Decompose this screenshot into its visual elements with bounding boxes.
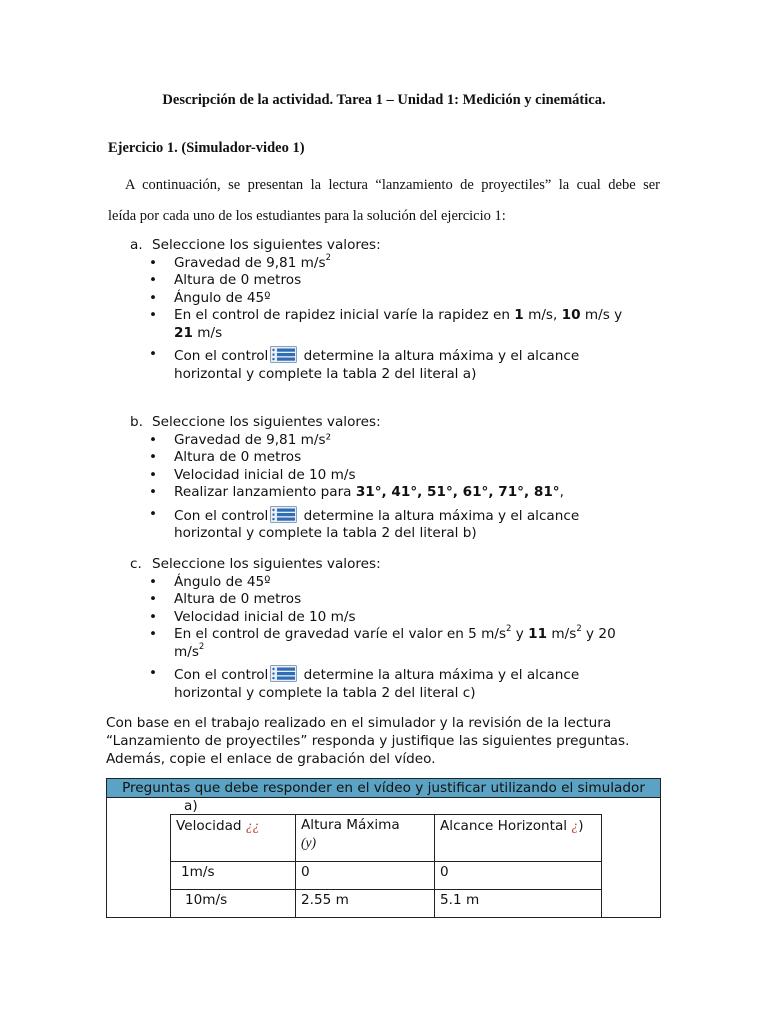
list-item <box>130 290 650 308</box>
bullet-icon: • <box>149 272 158 288</box>
superscript: 2 <box>576 624 582 635</box>
list-item <box>130 272 650 290</box>
list-item-text: Ángulo de 45º <box>174 289 271 306</box>
list-item-text: horizontal y complete la tabla 2 del literal a) <box>174 365 477 382</box>
table-label: a) <box>184 798 198 814</box>
bullet-icon: • <box>149 431 158 448</box>
list-item-text: m/s <box>547 626 577 642</box>
list-item-text: Con el control <box>174 667 269 683</box>
table-cell: 0 <box>435 862 602 890</box>
list-item <box>130 346 650 383</box>
list-item-text: determine la altura máxima y el alcance <box>299 507 580 524</box>
bullet-icon: • <box>149 573 158 590</box>
list-item-text: y <box>511 626 529 642</box>
list-item-text: Gravedad de 9,81 m/s <box>174 254 326 271</box>
bullet-icon: • <box>149 591 158 607</box>
table-cell: 0 <box>296 862 435 890</box>
superscript: 2 <box>506 624 512 635</box>
header-cell-velocity <box>171 815 296 862</box>
list-item-text: determine la altura máxima y el alcance <box>299 348 580 364</box>
list-item-text: Altura de 0 metros <box>174 591 302 607</box>
closing-line-3: Además, copie el enlace de grabación del vídeo. <box>106 751 436 767</box>
closing-paragraph <box>106 714 666 768</box>
list-item <box>130 626 650 661</box>
list-item-text: Con el control <box>174 348 269 364</box>
section-a <box>130 237 650 383</box>
bullet-icon: • <box>149 484 158 500</box>
bullet-icon: • <box>149 505 158 522</box>
list-item-text: Velocidad inicial de 10 m/s <box>174 608 356 625</box>
superscript: 2 <box>198 641 205 652</box>
closing-line-1: Con base en el trabajo realizado en el simulador y la revisión de la lectura <box>106 715 612 731</box>
section-b-letter: b. <box>130 414 143 430</box>
bullet-icon: • <box>149 449 158 465</box>
equation-symbol: (y) <box>301 835 317 850</box>
simulator-control-icon <box>270 665 297 682</box>
table-cell: 10m/s <box>171 890 296 918</box>
bullet-icon: • <box>149 289 158 306</box>
table-header-row <box>171 815 602 862</box>
speed-value: 1 <box>514 307 524 323</box>
list-item <box>130 307 650 342</box>
list-item-text: horizontal y complete la tabla 2 del literal c) <box>174 684 476 701</box>
section-c <box>130 556 650 702</box>
angle-values: 31°, 41°, 51°, 61°, 71°, 81° <box>355 484 560 500</box>
list-item <box>130 467 650 485</box>
list-item-text: Altura de 0 metros <box>174 272 302 288</box>
results-table <box>170 814 602 918</box>
header-text: Velocidad <box>176 818 246 834</box>
list-item-text: Velocidad inicial de 10 m/s <box>174 466 356 483</box>
section-a-heading <box>130 237 650 255</box>
section-b <box>130 414 650 543</box>
intro-line-1: A continuación, se presentan la lectura “lanzamiento de proyectiles” la cual debe ser <box>125 177 660 193</box>
list-item <box>130 506 650 543</box>
bullet-icon: • <box>149 307 158 323</box>
bullet-icon: • <box>149 608 158 625</box>
section-b-heading <box>130 414 650 432</box>
list-item <box>130 252 650 273</box>
table-cell: 2.55 m <box>296 890 435 918</box>
list-item-text: Realizar lanzamiento para <box>174 484 356 500</box>
list-item-text: En el control de gravedad varíe el valor en 5 m/s <box>174 626 507 642</box>
speed-value: 10 <box>561 307 581 323</box>
document-title: Descripción de la actividad. Tarea 1 – Unidad 1: Medición y cinemática. <box>162 92 606 108</box>
questions-table <box>106 778 661 918</box>
exercise-heading: Ejercicio 1. (Simulador-video 1) <box>108 140 305 156</box>
list-item-text: m/s y <box>580 307 623 323</box>
header-text: Altura Máxima <box>301 817 400 833</box>
equation-symbol: ¿ <box>571 818 579 833</box>
list-item-text: , <box>559 484 564 500</box>
table-row <box>171 890 602 918</box>
list-item-text: y 20 <box>581 626 616 642</box>
list-item <box>130 574 650 592</box>
intro-line-2: leída por cada uno de los estudiantes para la solución del ejercicio 1: <box>108 208 506 224</box>
section-c-heading-text: Seleccione los siguientes valores: <box>152 556 381 572</box>
header-text: Alcance Horizontal <box>440 818 572 834</box>
table-cell: 1m/s <box>171 862 296 890</box>
speed-value: 21 <box>174 324 193 341</box>
list-item <box>130 484 650 502</box>
list-item <box>130 432 650 450</box>
bullet-icon: • <box>149 626 158 642</box>
list-item-text: Gravedad de 9,81 m/s² <box>174 431 332 448</box>
list-item-text: horizontal y complete la tabla 2 del literal b) <box>174 525 477 541</box>
list-item-text: Altura de 0 metros <box>174 449 302 465</box>
section-a-heading-text: Seleccione los siguientes valores: <box>152 237 381 253</box>
list-item-text: Con el control <box>174 507 269 524</box>
gravity-value: 11 <box>528 626 548 642</box>
questions-table-header: Preguntas que debe responder en el vídeo y justificar utilizando el simulador <box>107 779 660 798</box>
section-a-letter: a. <box>130 237 143 253</box>
list-item <box>130 591 650 609</box>
bullet-icon: • <box>149 254 158 271</box>
section-c-heading <box>130 556 650 574</box>
list-item-text: m/s <box>192 324 223 341</box>
header-cell-range <box>435 815 602 862</box>
list-item-text: Ángulo de 45º <box>174 573 271 590</box>
bullet-icon: • <box>149 466 158 483</box>
list-item-text: m/s <box>174 643 199 660</box>
list-item <box>130 449 650 467</box>
section-c-letter: c. <box>130 556 142 572</box>
bullet-icon: • <box>149 346 158 362</box>
superscript: 2 <box>325 252 331 263</box>
simulator-control-icon <box>270 346 297 363</box>
table-row <box>171 862 602 890</box>
table-cell: 5.1 m <box>435 890 602 918</box>
simulator-control-icon <box>270 506 297 523</box>
list-item-text: m/s, <box>523 307 562 323</box>
closing-line-2: “Lanzamiento de proyectiles” responda y justifique las siguientes preguntas. <box>106 733 630 749</box>
header-cell-max-height <box>296 815 435 862</box>
bullet-icon: • <box>149 665 158 681</box>
list-item-text: determine la altura máxima y el alcance <box>299 667 580 683</box>
list-item <box>130 665 650 702</box>
section-b-heading-text: Seleccione los siguientes valores: <box>152 414 381 430</box>
list-item-text: En el control de rapidez inicial varíe la rapidez en <box>174 307 515 323</box>
header-text: ) <box>578 818 584 834</box>
equation-symbol: ¿¿ <box>245 818 260 833</box>
list-item <box>130 609 650 627</box>
intro-paragraph <box>108 170 660 232</box>
